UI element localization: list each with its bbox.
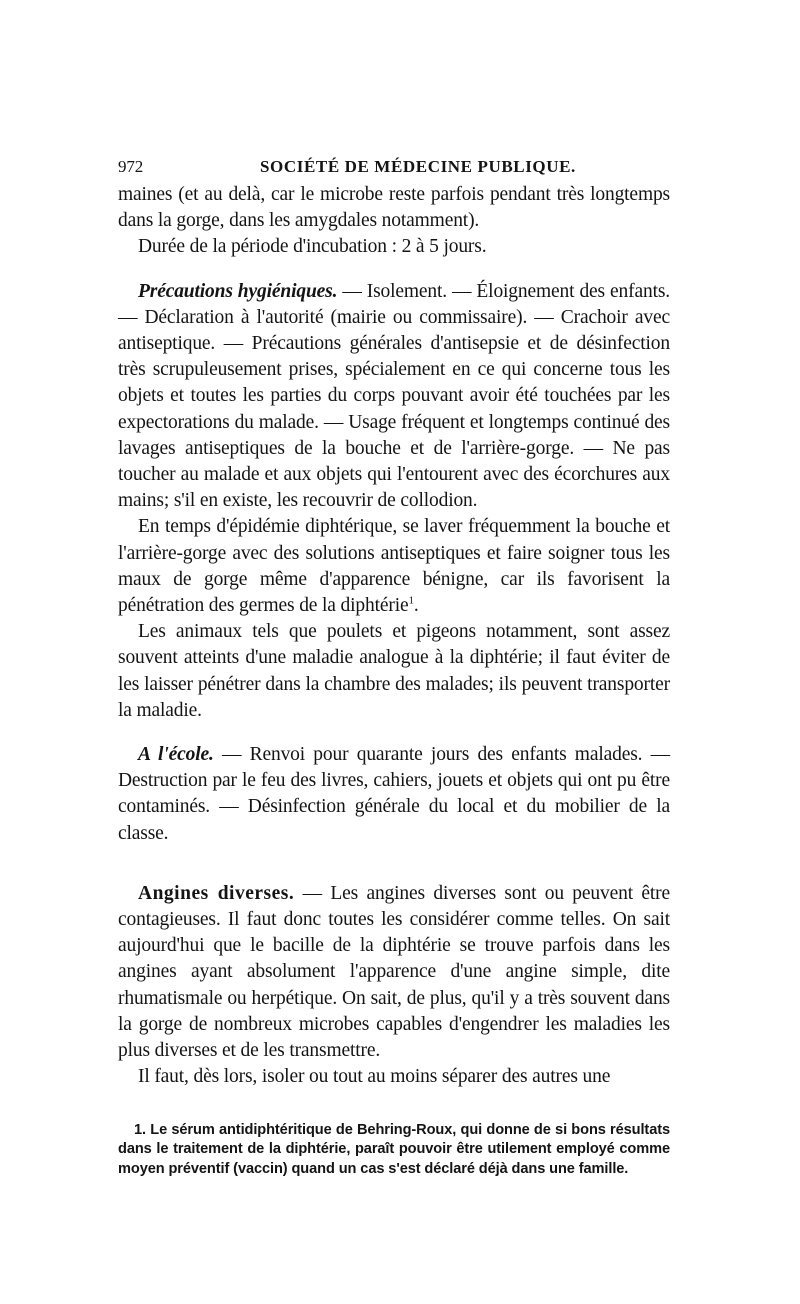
footnote-text: Le sérum antidiphtéritique de Behring-Roux, qui donne de si bons résultats dans le traitement de la diphtérie, paraît pouvoir être utilement employé comme moyen préventif (vaccin) quand un cas s'est déclaré déjà dans une famille.: [118, 1121, 670, 1177]
paragraph-angines: [118, 881, 670, 1064]
book-page: [118, 152, 670, 1179]
paragraph-text: — Isolement. — Éloignement des enfants. — Déclaration à l'autorité (mairie ou commissaire). — Crachoir avec antiseptique. — Précautions générales d'antisepsie et de désinfection très scrupuleusement prises, spécialement en ce qui concerne tous les objets et toutes les parties du corps pouvant avoir été touchées par les expectorations du malade. — Usage fréquent et longtemps continué des lavages antiseptiques de la bouche et de l'arrière-gorge. — Ne pas toucher au malade et aux objets qui l'entourent avec des écorchures aux mains; s'il en existe, les recouvrir de collodion.: [118, 280, 671, 512]
paragraph-text-end: .: [413, 595, 419, 617]
footnote-reference: 1: [408, 594, 414, 607]
paragraph-epidemic: [118, 514, 670, 619]
section-heading-school: A l'école.: [138, 744, 214, 766]
paragraph-school: [118, 742, 670, 847]
paragraph-text: — Les angines diverses sont ou peuvent être contagieuses. Il faut donc toutes les considérer comme telles. On sait aujourd'hui que le bacille de la diphtérie se trouve parfois dans les angines ayant absolument l'apparence d'une angine simple, dite rhumatismale ou herpétique. On sait, de plus, qu'il y a très souvent dans la gorge de nombreux microbes capables d'engendrer les maladies les plus diverses et de les transmettre.: [118, 882, 670, 1062]
footnote-marker: 1.: [134, 1121, 146, 1138]
section-heading-precautions: Précautions hygiéniques.: [138, 280, 338, 302]
paragraph-text: Durée de la période d'incubation : 2 à 5 jours.: [138, 236, 487, 258]
footnote: [118, 1121, 670, 1180]
paragraph-text: — Renvoi pour quarante jours des enfants malades. — Destruction par le feu des livres, cahiers, jouets et objets qui ont pu être contaminés. — Désinfection générale du local et du mobilier de la classe.: [118, 744, 670, 844]
section-heading-angines: Angines diverses.: [138, 882, 295, 904]
paragraph-continuation: [118, 182, 670, 234]
running-title: SOCIÉTÉ DE MÉDECINE PUBLIQUE.: [260, 157, 576, 176]
page-number: 972: [118, 157, 144, 176]
paragraph-precautions: [118, 279, 670, 515]
paragraph-text: maines (et au delà, car le microbe reste parfois pendant très longtemps dans la gorge, dans les amygdales notamment).: [118, 184, 670, 232]
paragraph-animals: [118, 619, 670, 724]
paragraph-text: Les animaux tels que poulets et pigeons notamment, sont assez souvent atteints d'une maladie analogue à la diphtérie; il faut éviter de les laisser pénétrer dans la chambre des malades; ils peuvent transporter la maladie.: [118, 621, 670, 721]
paragraph-text: Il faut, dès lors, isoler ou tout au moins séparer des autres une: [138, 1066, 611, 1088]
page-header: [118, 152, 670, 182]
paragraph-text: En temps d'épidémie diphtérique, se laver fréquemment la bouche et l'arrière-gorge avec des solutions antiseptiques et faire soigner tous les maux de gorge même d'apparence bénigne, car ils favorisent la pénétration des germes de la diphtérie: [118, 516, 670, 617]
paragraph-isolation: [118, 1064, 670, 1090]
paragraph-incubation: [118, 234, 670, 260]
